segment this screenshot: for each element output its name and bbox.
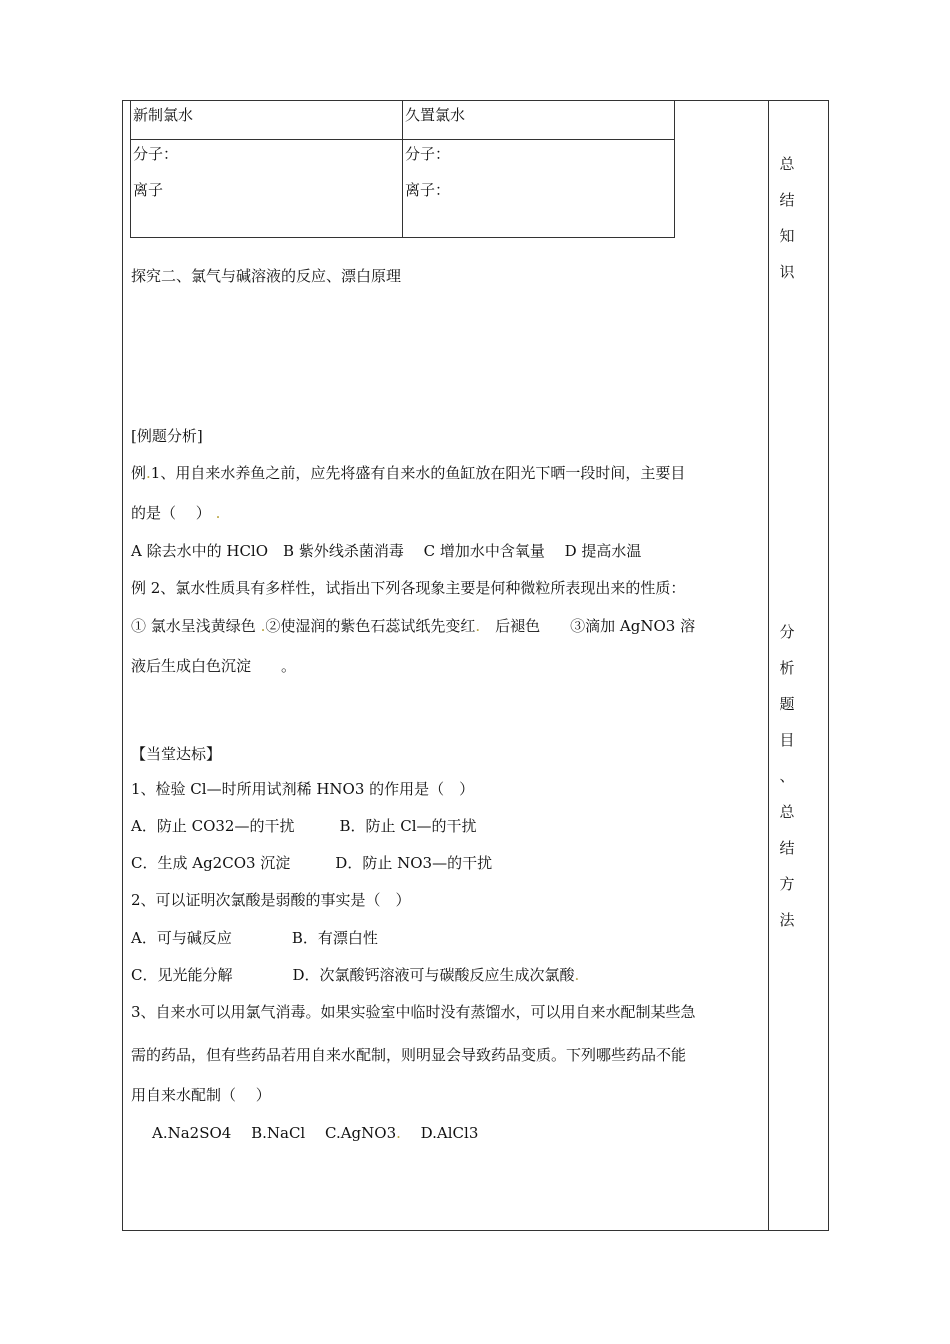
table-aged-molecule: 分子： <box>405 145 451 163</box>
chlorine-water-table <box>130 100 675 238</box>
sidebar-analyze-method: 分 析 题 目 、 总 结 方 法 <box>779 623 795 929</box>
question2-options-cd: C．见光能分解 D．次氯酸钙溶液可与碳酸反应生成次氯酸. <box>131 966 580 984</box>
question3-line2: 需的药品，但有些药品若用自来水配制，则明显会导致药品变质。下列哪些药品不能 <box>131 1046 687 1064</box>
example2-line1: 例 2、氯水性质具有多样性，试指出下列各现象主要是何种微粒所表现出来的性质： <box>131 579 686 597</box>
sidebar-summarize-knowledge: 总 结 知 识 <box>779 155 795 281</box>
table-header-fresh: 新制氯水 <box>133 106 194 124</box>
section2-title: 探究二、氯气与碱溶液的反应、漂白原理 <box>131 267 402 285</box>
example1-options: A 除去水中的 HClO B 紫外线杀菌消毒 C 增加水中含氧量 D 提高水温 <box>131 542 642 560</box>
table-aged-ion: 离子： <box>405 181 451 199</box>
table-header-aged: 久置氯水 <box>405 106 466 124</box>
question1-options-cd: C．生成 Ag2CO3 沉淀 D．防止 NO3—的干扰 <box>131 854 493 872</box>
example1-line2: 的是（ ） . <box>131 504 221 522</box>
example2-line3: 液后生成白色沉淀 。 <box>131 657 297 675</box>
question1: 1、检验 Cl—时所用试剂稀 HNO3 的作用是（ ） <box>131 780 475 798</box>
examples-heading: [例题分析] <box>131 427 203 445</box>
question2-options-ab: A．可与碱反应 B．有漂白性 <box>131 929 378 947</box>
question3-line3: 用自来水配制（ ） <box>131 1086 271 1104</box>
table-fresh-ion: 离子 <box>133 181 164 199</box>
question1-options-ab: A．防止 CO32—的干扰 B．防止 Cl—的干扰 <box>131 817 477 835</box>
example1-line1: 例.1、用自来水养鱼之前，应先将盛有自来水的鱼缸放在阳光下晒一段时间，主要目 <box>131 464 686 482</box>
question3-line1: 3、自来水可以用氯气消毒。如果实验室中临时没有蒸馏水，可以用自来水配制某些急 <box>131 1003 696 1021</box>
question2: 2、可以证明次氯酸是弱酸的事实是（ ） <box>131 891 411 909</box>
question3-options: A.Na2SO4 B.NaCl C.AgNO3. D.AlCl3 <box>152 1124 479 1142</box>
table-fresh-molecule: 分子： <box>133 145 179 163</box>
practice-heading: 【当堂达标】 <box>131 745 222 763</box>
example2-line2: ① 氯水呈浅黄绿色 .②使湿润的紫色石蕊试纸先变红. 后褪色 ③滴加 AgNO3 溶 <box>131 617 696 635</box>
column-divider <box>768 100 769 1231</box>
